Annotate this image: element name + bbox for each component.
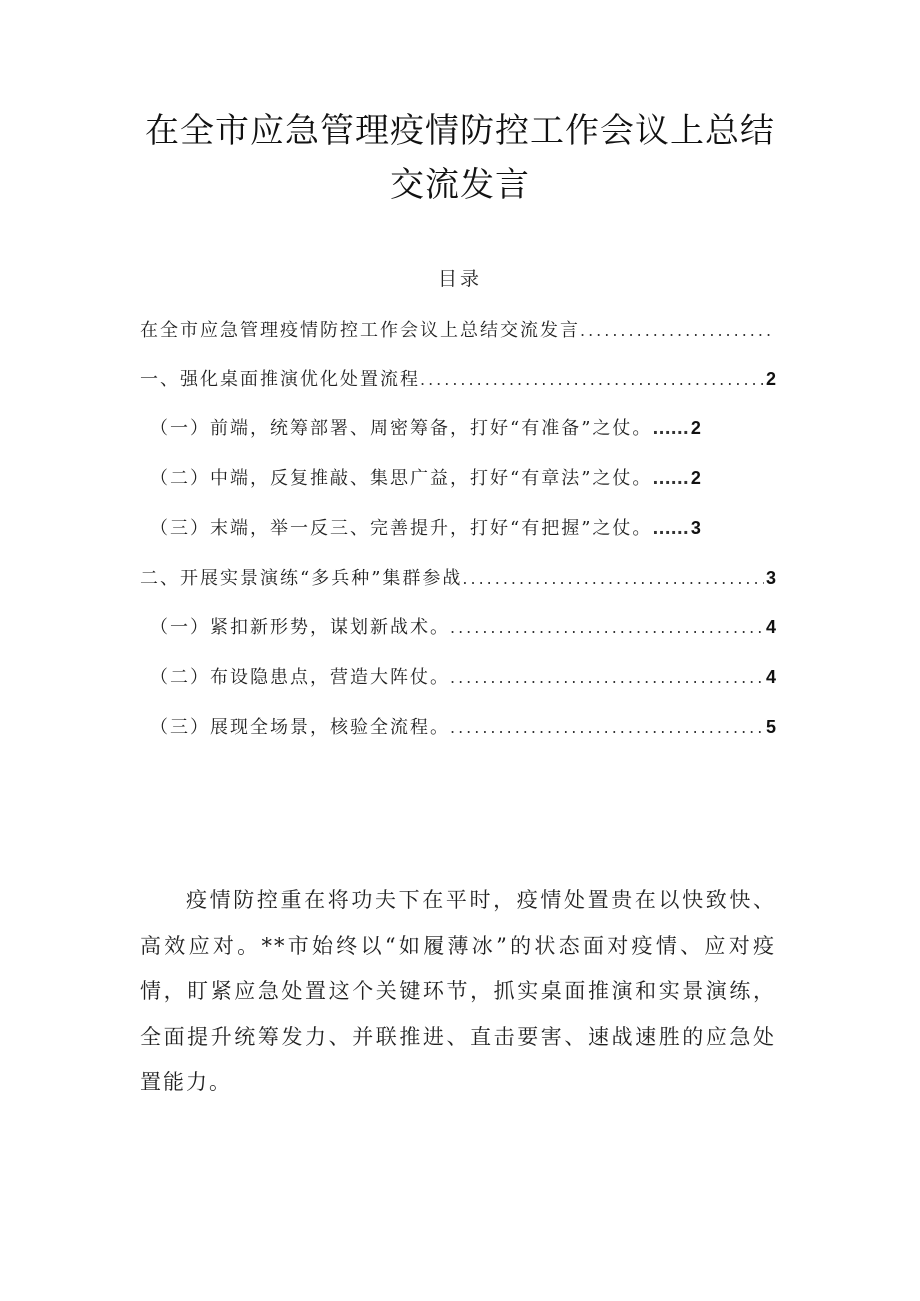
toc-entry-text: （三）展现全场景，核验全流程。: [150, 717, 450, 738]
toc-entry[interactable]: [140, 512, 776, 544]
toc-entry[interactable]: [140, 711, 776, 743]
toc-entry-page: 3: [690, 518, 701, 538]
toc-entry-text: （一）紧扣新形势，谋划新战术。: [150, 617, 450, 638]
toc-entry-text: （二）中端，反复推敲、集思广益，打好“有章法”之仗。: [150, 468, 653, 489]
body-paragraph: 疫情防控重在将功夫下在平时，疫情处置贵在以快致快、高效应对。**市始终以“如履薄冰”的状态面对疫情、应对疫情，盯紧应急处置这个关键环节，抓实桌面推演和实景演练，全面提升统筹发力、并联推进、直击要害、速战速胜的应急处置能力。: [140, 888, 776, 1094]
toc-entry-text: 二、开展实景演练“多兵种”集群参战: [140, 568, 463, 589]
document-title-line-2: 交流发言: [390, 165, 530, 205]
toc-leader-dots: [450, 612, 764, 644]
toc-entry-page: 2: [690, 418, 701, 438]
toc-leader-dots: [652, 413, 688, 445]
toc-entry-text: 在全市应急管理疫情防控工作会议上总结交流发言: [140, 320, 580, 341]
toc-heading: 目录: [437, 268, 482, 290]
toc-leader-dots: [580, 315, 774, 347]
toc-entry-page: 2: [690, 468, 701, 488]
toc-entry-page: 4: [765, 617, 776, 637]
toc-leader-dots: [652, 463, 688, 495]
toc-entry-text: （三）末端，举一反三、完善提升，打好“有把握”之仗。: [150, 518, 653, 539]
toc-entry[interactable]: [140, 412, 776, 444]
toc-leader-dots: [420, 364, 764, 396]
toc-entry[interactable]: [140, 611, 776, 643]
toc-entry[interactable]: [140, 661, 776, 693]
toc-leader-dots: [450, 712, 764, 744]
toc-entry-page: 2: [765, 369, 776, 389]
toc-leader-dots: [450, 662, 764, 694]
toc-entry[interactable]: [140, 363, 776, 395]
toc-entry-text: （一）前端，统筹部署、周密筹备，打好“有准备”之仗。: [150, 418, 653, 439]
toc-leader-dots: [462, 563, 764, 595]
toc-entry[interactable]: [140, 462, 776, 494]
toc-entry-page: 3: [765, 568, 776, 588]
toc-entry-text: 一、强化桌面推演优化处置流程: [140, 369, 420, 390]
toc-entry-page: 5: [765, 717, 776, 737]
toc-entry[interactable]: [140, 315, 776, 347]
toc-entry-text: （二）布设隐患点，营造大阵仗。: [150, 667, 450, 688]
toc-entry[interactable]: [140, 562, 776, 594]
document-title-line-1: 在全市应急管理疫情防控工作会议上总结: [145, 111, 775, 151]
toc-entry-page: 4: [765, 667, 776, 687]
toc-leader-dots: [652, 513, 688, 545]
